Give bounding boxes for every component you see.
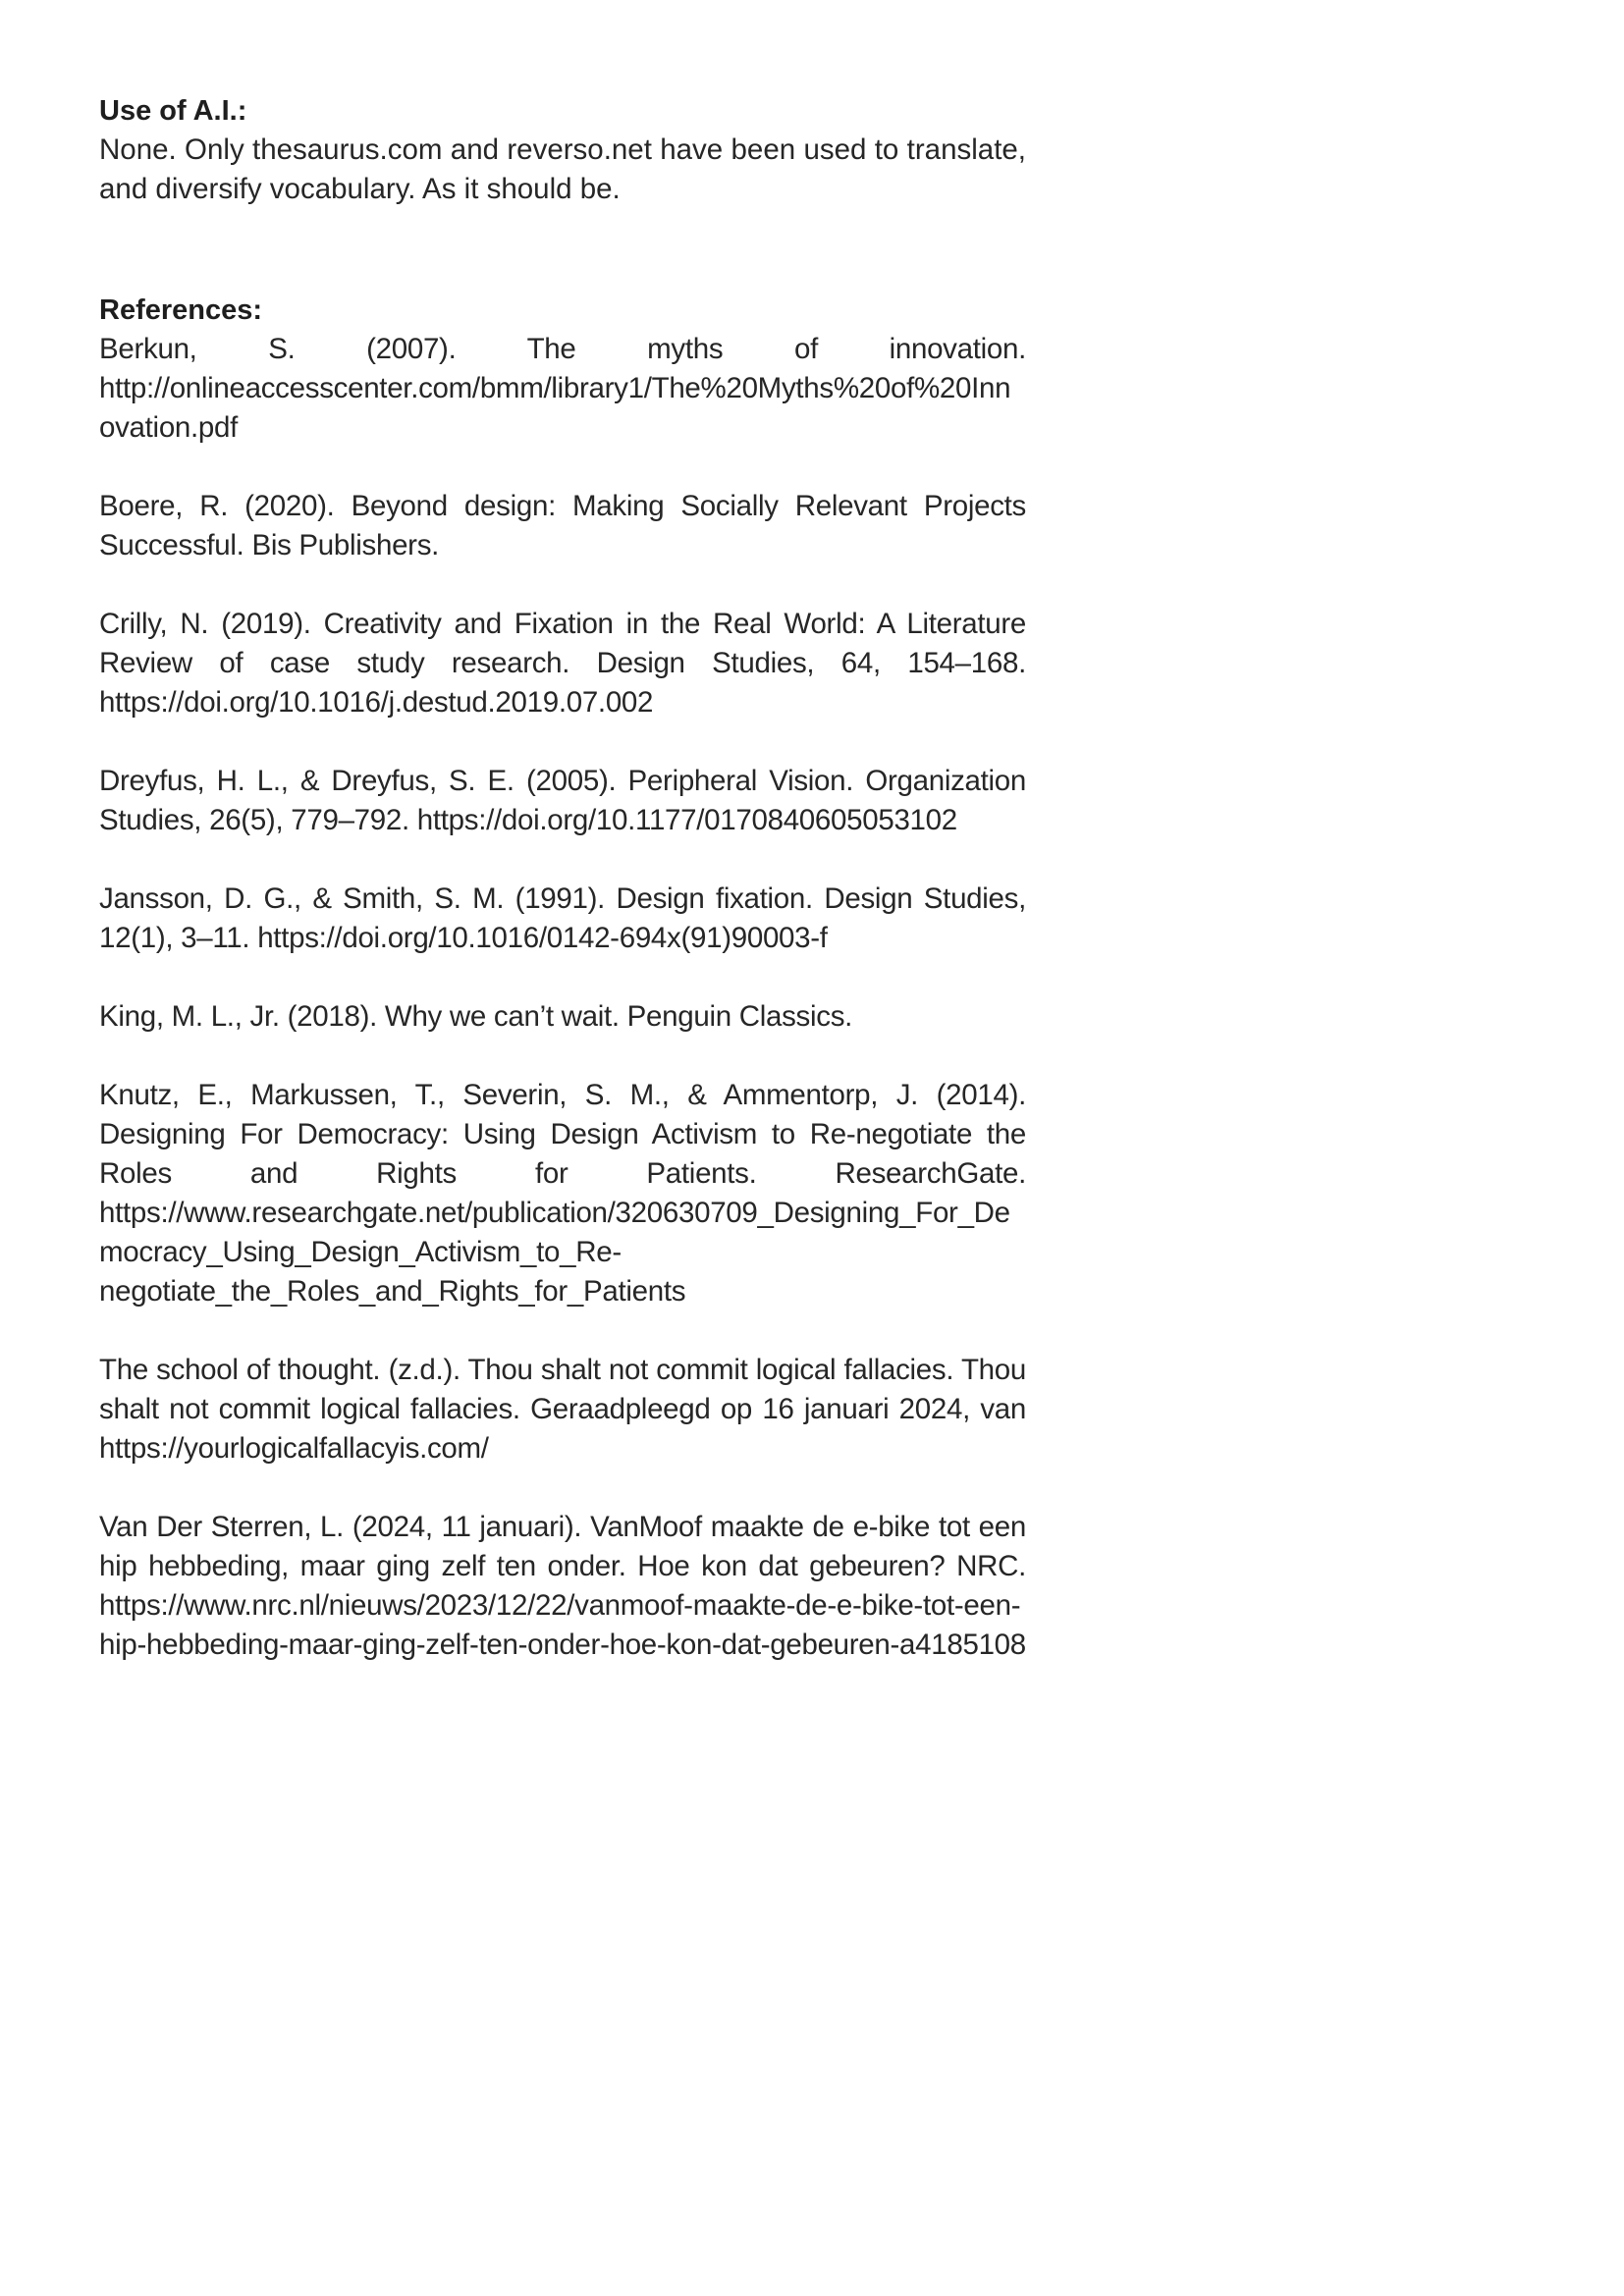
reference-item: Dreyfus, H. L., & Dreyfus, S. E. (2005). Peripheral Vision. Organization Studies, 26(5), 779–792. https://doi.org/10.1177/0170840605053102 <box>99 765 1026 836</box>
document-page <box>99 91 1026 1704</box>
ai-use-section <box>99 91 1026 209</box>
reference-item: Crilly, N. (2019). Creativity and Fixation in the Real World: A Literature Review of case study research. Design Studies, 64, 154–168. https://doi.org/10.1016/j.destud.2019.07.002 <box>99 608 1026 719</box>
reference-item: Knutz, E., Markussen, T., Severin, S. M., & Ammentorp, J. (2014). Designing For Democracy: Using Design Activism to Re-negotiate the Roles and Rights for Patients. ResearchGate. https://www.researchgate.net/publication/320630709_Designing_For_Democracy_Using_Design_Activism_to_Re-negotiate_the_Roles_and_Rights_for_Patients <box>99 1079 1026 1308</box>
references-list <box>99 330 1026 1665</box>
reference-item: Jansson, D. G., & Smith, S. M. (1991). Design fixation. Design Studies, 12(1), 3–11. https://doi.org/10.1016/0142-694x(91)90003-f <box>99 882 1026 954</box>
references-heading: References: <box>99 294 263 326</box>
references-section <box>99 291 1026 1665</box>
ai-use-heading: Use of A.I.: <box>99 95 247 127</box>
reference-item: Van Der Sterren, L. (2024, 11 januari). VanMoof maakte de e-bike tot een hip hebbeding, maar ging zelf ten onder. Hoe kon dat gebeuren? NRC. https://www.nrc.nl/nieuws/2023/12/22/vanmoof-maakte-de-e-bike-tot-een-hip-hebbeding-maar-ging-zelf-ten-onder-hoe-kon-dat-gebeuren-a4185108 <box>99 1511 1026 1661</box>
reference-item: King, M. L., Jr. (2018). Why we can’t wait. Penguin Classics. <box>99 1000 853 1033</box>
ai-use-body: None. Only thesaurus.com and reverso.net have been used to translate, and diversify vocabulary. As it should be. <box>99 133 1026 205</box>
reference-item: Berkun, S. (2007). The myths of innovation. http://onlineaccesscenter.com/bmm/library1/The%20Myths%20of%20Innovation.pdf <box>99 333 1026 444</box>
reference-item: Boere, R. (2020). Beyond design: Making Socially Relevant Projects Successful. Bis Publishers. <box>99 490 1026 561</box>
reference-item: The school of thought. (z.d.). Thou shalt not commit logical fallacies. Thou shalt not commit logical fallacies. Geraadpleegd op 16 januari 2024, van https://yourlogicalfallacyis.com/ <box>99 1354 1026 1465</box>
